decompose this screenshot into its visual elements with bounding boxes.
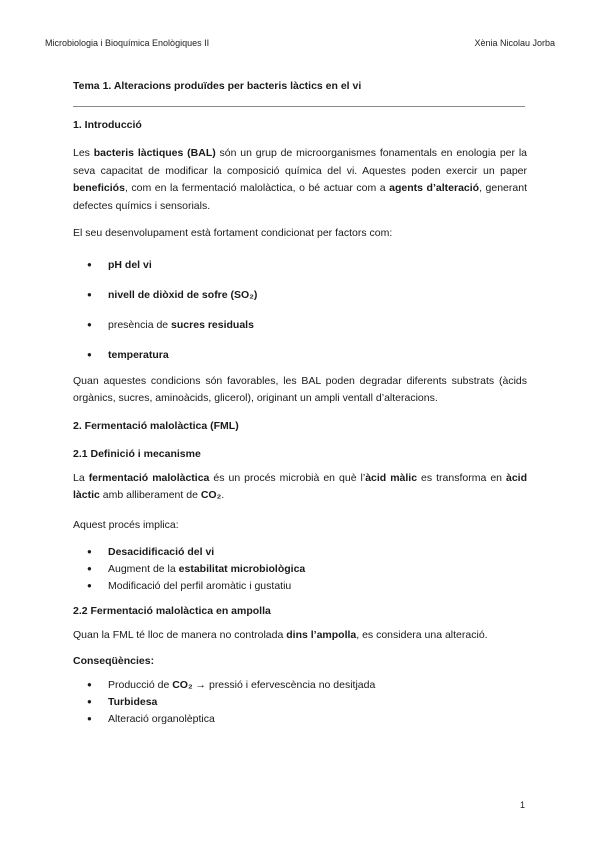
header-author: Xènia Nicolau Jorba [474,38,555,48]
list-item: ● Turbidesa [73,696,527,713]
document-title: Tema 1. Alteracions produïdes per bacteris làctics en el vi [73,80,362,92]
bottle-paragraph: Quan la FML té lloc de manera no controlada dins l’ampolla, es considera una alteració. [73,629,488,641]
consequences-list [73,679,527,730]
list-item: ● presència de sucres residuals [73,319,527,349]
header-course: Microbiologia i Bioquímica Enològiques II [45,38,210,48]
list-item: ● Augment de la estabilitat microbiològica [73,563,527,580]
implies-list [73,546,527,597]
definition-paragraph: La fermentació malolàctica és un procés microbià en què l’àcid màlic es transforma en àcid làctic amb alliberament de CO₂. [73,471,528,501]
document-body [73,80,527,730]
list-item: ● Alteració organolèptica [73,713,527,730]
subsection-heading-definicio: 2.1 Definició i mecanisme [73,447,201,460]
implies-intro-paragraph: Aquest procés implica: [73,518,179,531]
list-item: ● pH del vi [73,259,527,289]
list-item: ● Producció de CO₂ → pressió i efervescència no desitjada [73,679,527,696]
section-heading-introduccio: 1. Introducció [73,119,142,131]
factors-intro-paragraph: El seu desenvolupament està fortament condicionat per factors com: [73,227,393,239]
consequences-heading: Conseqüències: [73,654,155,667]
conditions-paragraph: Quan aquestes condicions són favorables, les BAL poden degradar diferents substrats (àcids orgànics, sucres, aminoàcids, glicerol), originant un ampli ventall d’alteracions. [73,374,527,404]
page-number: 1 [519,800,525,810]
intro-paragraph: Les bacteris làctiques (BAL) són un grup de microorganismes fonamentals en enologia per la seva capacitat de modificar la composició química del vi. Aquestes poden exercir un paper beneficiós, com en la fermentació malolàctica, o bé actuar com a agents d’alteració, generant defectes químics i sensorials. [73,147,527,212]
title-divider [73,106,525,107]
factors-list [73,259,527,369]
section-heading-fml: 2. Fermentació malolàctica (FML) [73,419,239,432]
list-item: ● Modificació del perfil aromàtic i gustatiu [73,580,527,597]
subsection-heading-ampolla: 2.2 Fermentació malolàctica en ampolla [73,605,271,617]
list-item: ● Desacidificació del vi [73,546,527,563]
list-item: ● nivell de diòxid de sofre (SO₂) [73,289,527,319]
list-item: ● temperatura [73,349,527,369]
